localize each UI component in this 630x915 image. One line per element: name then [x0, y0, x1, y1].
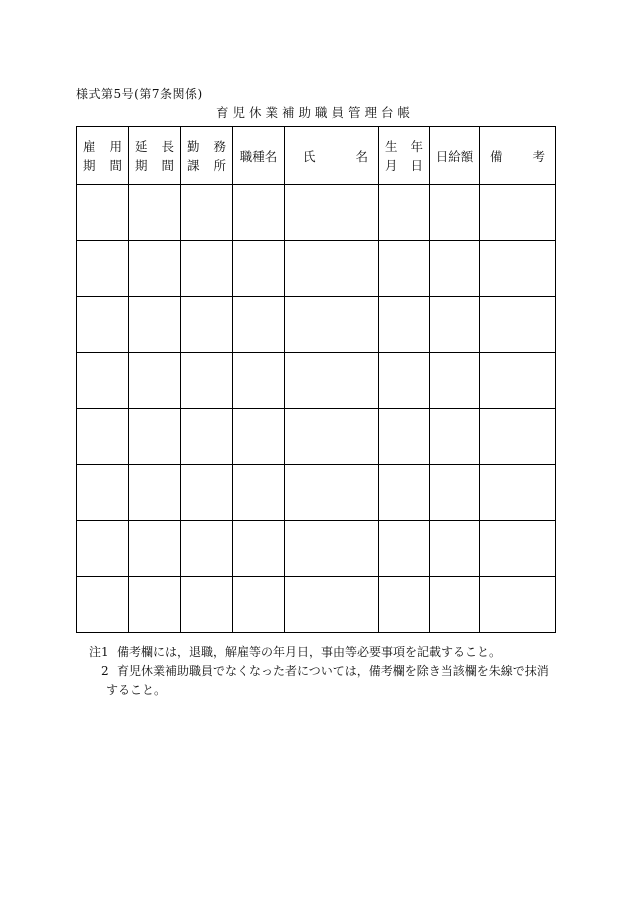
- table-row: [77, 241, 556, 297]
- table-cell: [233, 465, 285, 521]
- table-cell: [285, 185, 379, 241]
- header-line: 生 年: [385, 138, 423, 154]
- header-work-section: [181, 127, 233, 185]
- header-line: 月 日: [385, 157, 423, 173]
- note-item: [89, 643, 559, 662]
- note-mark: 2: [101, 664, 109, 678]
- table-cell: [285, 241, 379, 297]
- table-cell: [480, 577, 556, 633]
- table-cell: [129, 353, 181, 409]
- table-cell: [379, 409, 430, 465]
- header-line: 日給額: [435, 148, 474, 164]
- header-job-title: [233, 127, 285, 185]
- table-cell: [77, 521, 129, 577]
- header-name: [285, 127, 379, 185]
- note-mark: 注1: [89, 645, 109, 659]
- table-cell: [181, 521, 233, 577]
- table-cell: [379, 353, 430, 409]
- header-daily-wage: [430, 127, 480, 185]
- table-row: [77, 185, 556, 241]
- table-cell: [233, 409, 285, 465]
- table-cell: [379, 465, 430, 521]
- header-line: 職種名: [239, 148, 278, 164]
- header-line: 課 所: [187, 157, 226, 173]
- table-cell: [233, 521, 285, 577]
- header-line: 勤 務: [187, 138, 226, 154]
- ledger-body: [77, 185, 556, 633]
- table-cell: [430, 353, 480, 409]
- table-cell: [480, 353, 556, 409]
- table-cell: [181, 577, 233, 633]
- table-cell: [181, 241, 233, 297]
- table-cell: [480, 465, 556, 521]
- header-line: 期 間: [135, 157, 174, 173]
- note-text: 育児休業補助職員でなくなった者については，備考欄を除き当該欄を朱線で抹消: [117, 664, 549, 678]
- table-cell: [129, 577, 181, 633]
- table-cell: [480, 241, 556, 297]
- table-cell: [233, 353, 285, 409]
- page-title: 育児休業補助職員管理台帳: [215, 105, 414, 120]
- table-cell: [379, 241, 430, 297]
- table-cell: [181, 185, 233, 241]
- table-cell: [285, 465, 379, 521]
- notes-section: [89, 643, 559, 700]
- table-row: [77, 521, 556, 577]
- table-cell: [430, 185, 480, 241]
- header-line: 氏 名: [303, 148, 368, 164]
- table-cell: [181, 353, 233, 409]
- table-row: [77, 353, 556, 409]
- table-cell: [233, 241, 285, 297]
- table-cell: [480, 409, 556, 465]
- table-cell: [129, 521, 181, 577]
- table-cell: [430, 521, 480, 577]
- table-cell: [379, 577, 430, 633]
- table-cell: [430, 465, 480, 521]
- table-cell: [285, 353, 379, 409]
- table-cell: [129, 409, 181, 465]
- table-cell: [233, 297, 285, 353]
- table-row: [77, 577, 556, 633]
- table-cell: [379, 521, 430, 577]
- table-cell: [77, 185, 129, 241]
- table-cell: [430, 241, 480, 297]
- table-cell: [77, 577, 129, 633]
- table-cell: [379, 185, 430, 241]
- table-cell: [129, 465, 181, 521]
- table-cell: [480, 521, 556, 577]
- table-cell: [285, 409, 379, 465]
- table-cell: [430, 577, 480, 633]
- header-remarks: [480, 127, 556, 185]
- header-extension-period: [129, 127, 181, 185]
- table-cell: [77, 409, 129, 465]
- note-item: [89, 662, 559, 681]
- table-row: [77, 297, 556, 353]
- table-cell: [181, 465, 233, 521]
- table-cell: [129, 241, 181, 297]
- table-cell: [77, 241, 129, 297]
- header-row: [77, 127, 556, 185]
- table-row: [77, 409, 556, 465]
- table-cell: [285, 577, 379, 633]
- header-line: 備 考: [490, 148, 545, 164]
- table-cell: [480, 185, 556, 241]
- note-text: 備考欄には，退職，解雇等の年月日，事由等必要事項を記載すること。: [117, 645, 502, 659]
- table-cell: [181, 297, 233, 353]
- header-birth-date: [379, 127, 430, 185]
- table-cell: [77, 465, 129, 521]
- table-cell: [77, 353, 129, 409]
- header-line: 雇 用: [83, 138, 122, 154]
- table-cell: [285, 521, 379, 577]
- table-cell: [285, 297, 379, 353]
- ledger-table: [76, 126, 556, 633]
- table-row: [77, 465, 556, 521]
- table-cell: [181, 409, 233, 465]
- header-line: 延 長: [135, 138, 174, 154]
- table-cell: [77, 297, 129, 353]
- table-cell: [233, 185, 285, 241]
- table-cell: [480, 297, 556, 353]
- header-employment-period: [77, 127, 129, 185]
- header-line: 期 間: [83, 157, 122, 173]
- table-cell: [233, 577, 285, 633]
- table-cell: [129, 185, 181, 241]
- table-cell: [430, 409, 480, 465]
- table-cell: [430, 297, 480, 353]
- table-cell: [129, 297, 181, 353]
- note-continuation: すること。: [106, 683, 167, 697]
- table-cell: [379, 297, 430, 353]
- form-number-label: 様式第5号(第7条関係): [76, 87, 203, 101]
